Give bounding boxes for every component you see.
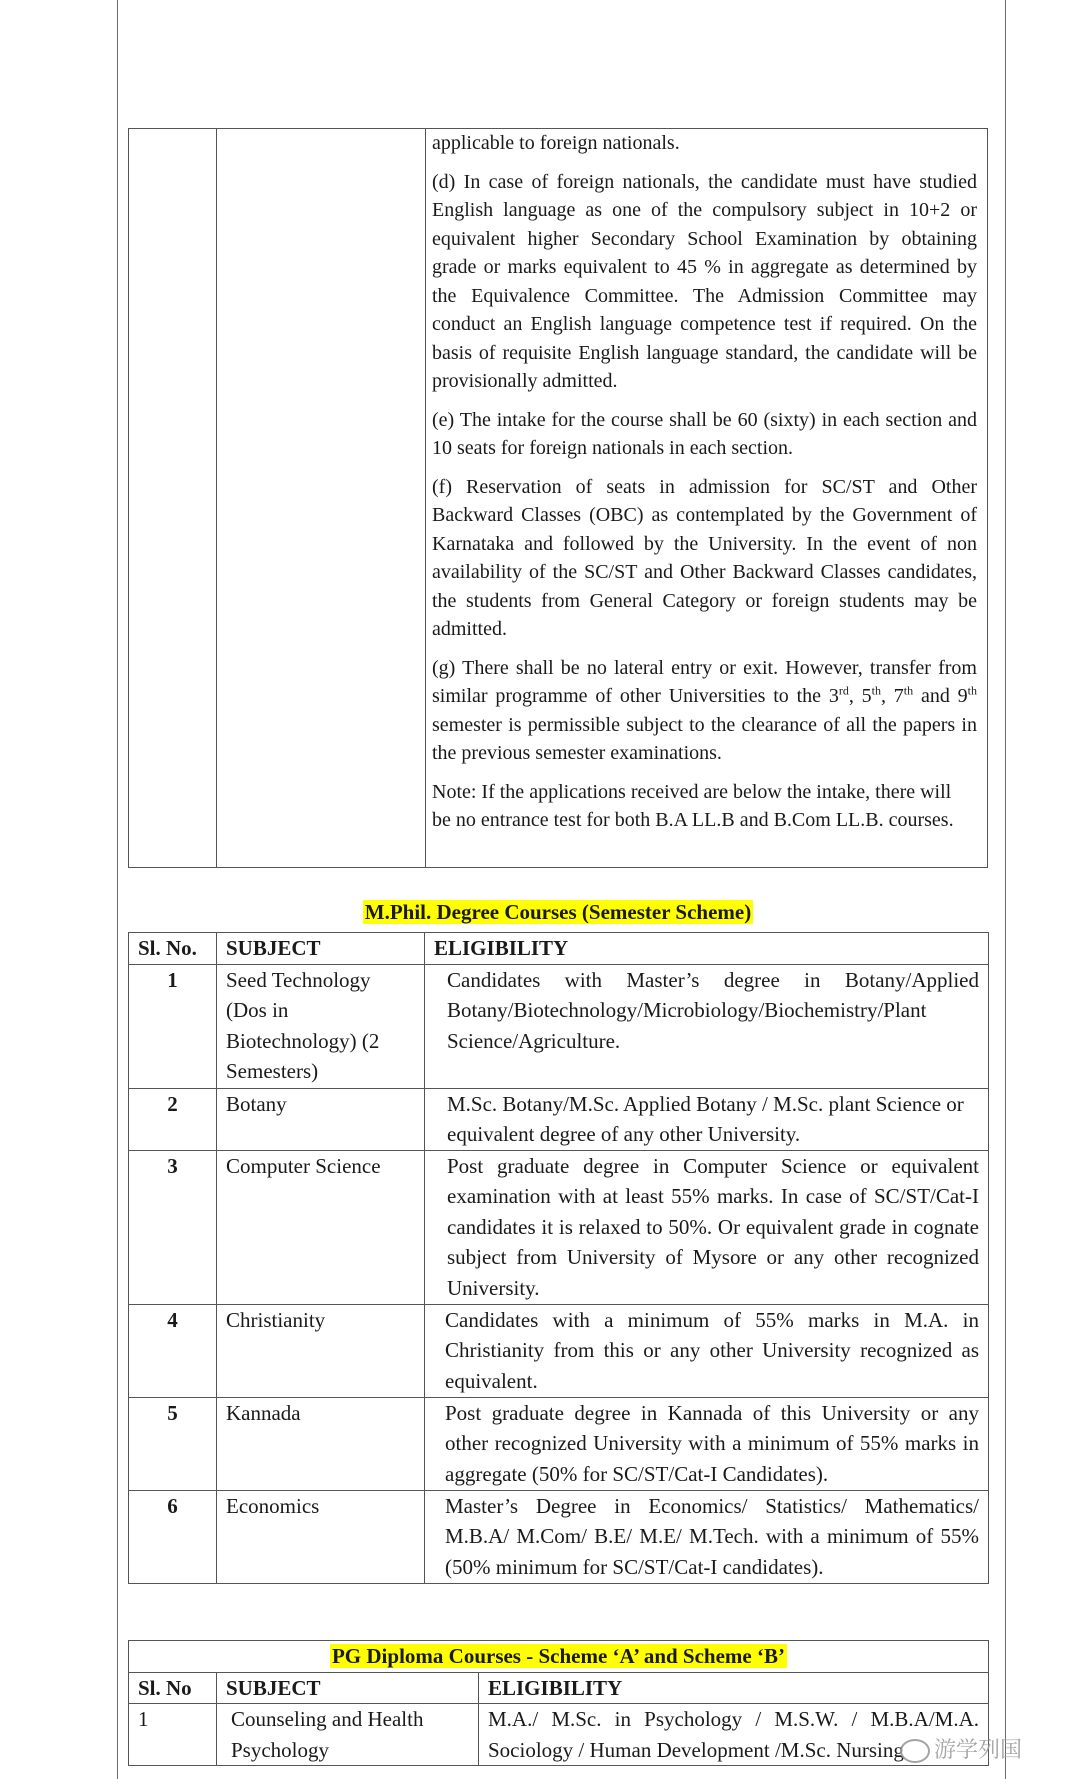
mphil-table [128, 932, 989, 1584]
sl-no-header: Sl. No [129, 1672, 217, 1704]
sl-no: 2 [129, 1088, 217, 1150]
eligibility: Post graduate degree in Computer Science or equivalent examination with at least 55% marks. In case of SC/ST/Cat-I candidates it is relaxed to 50%. Or equivalent grade in cognate subject from University of Mysore or any other recognized University. [425, 1150, 989, 1304]
mphil-heading: M.Phil. Degree Courses (Semester Scheme) [364, 900, 752, 924]
paragraph-foreign: applicable to foreign nationals. [432, 132, 680, 154]
continued-eligibility-text [432, 129, 977, 845]
wechat-icon [900, 1739, 930, 1763]
subject: Kannada [217, 1397, 425, 1490]
eligibility: Candidates with Master’s degree in Botany/Applied Botany/Biotechnology/Microbiology/Biochemistry/Plant Science/Agriculture. [425, 964, 989, 1088]
subject: Economics [217, 1490, 425, 1583]
sl-no: 1 [129, 1704, 217, 1766]
subject: Seed Technology (Dos in Biotechnology) (2 Semesters) [217, 964, 425, 1088]
eligibility-header: ELIGIBILITY [479, 1672, 989, 1704]
continued-table [128, 128, 988, 868]
sl-no: 3 [129, 1150, 217, 1304]
pg-diploma-heading: PG Diploma Courses - Scheme ‘A’ and Scheme ‘B’ [129, 1641, 989, 1673]
subject: Christianity [217, 1304, 425, 1397]
sl-no: 5 [129, 1397, 217, 1490]
paragraph-e: (e) The intake for the course shall be 60 (sixty) in each section and 10 seats for foreign nationals in each section. [432, 408, 977, 459]
eligibility-header: ELIGIBILITY [425, 933, 989, 965]
sl-no: 4 [129, 1304, 217, 1397]
subject-header: SUBJECT [217, 933, 425, 965]
column-divider [216, 129, 217, 867]
paragraph-f: (f) Reservation of seats in admission for SC/ST and Other Backward Classes (OBC) as contemplated by the Government of Karnataka and followed by the University. In the event of non availability of the SC/ST and Other Backward Classes candidates, the students from General Category or foreign students may be admitted. [432, 475, 977, 640]
table-header-row [129, 1672, 989, 1704]
table-row [129, 964, 989, 1088]
table-header-row [129, 933, 989, 965]
subject-header: SUBJECT [217, 1672, 479, 1704]
table-row [129, 1088, 989, 1150]
subject: Counseling and Health Psychology [217, 1704, 479, 1766]
sl-no-header: Sl. No. [129, 933, 217, 965]
watermark: 游学列国 [900, 1733, 1022, 1764]
table-row [129, 1704, 989, 1766]
pg-diploma-heading-row [129, 1641, 989, 1673]
eligibility: Post graduate degree in Kannada of this University or any other recognized University with a minimum of 55% marks in aggregate (50% for SC/ST/Cat-I Candidates). [425, 1397, 989, 1490]
eligibility: Master’s Degree in Economics/ Statistics/ Mathematics/ M.B.A/ M.Com/ B.E/ M.E/ M.Tech. with a minimum of 55%(50% minimum for SC/ST/Cat-I candidates). [425, 1490, 989, 1583]
sl-no: 1 [129, 964, 217, 1088]
eligibility: M.A./ M.Sc. in Psychology / M.S.W. / M.B.A/M.A. Sociology / Human Development /M.Sc. Nursing [479, 1704, 989, 1766]
table-row [129, 1490, 989, 1583]
subject: Computer Science [217, 1150, 425, 1304]
column-divider [425, 129, 426, 867]
eligibility: Candidates with a minimum of 55% marks in M.A. in Christianity from this or any other University recognized as equivalent. [425, 1304, 989, 1397]
table-row [129, 1397, 989, 1490]
subject: Botany [217, 1088, 425, 1150]
sl-no: 6 [129, 1490, 217, 1583]
pg-diploma-table [128, 1640, 989, 1766]
paragraph-g: (g) There shall be no lateral entry or exit. However, transfer from similar programme of other Universities to the 3rd, 5th, 7th and 9th semester is permissible subject to the clearance of all the papers in the previous semester examinations. [432, 656, 977, 764]
eligibility: M.Sc. Botany/M.Sc. Applied Botany / M.Sc. plant Science or equivalent degree of any other University. [425, 1088, 989, 1150]
table-row [129, 1150, 989, 1304]
paragraph-d: (d) In case of foreign nationals, the candidate must have studied English language as one of the compulsory subject in 10+2 or equivalent higher Secondary School Examination by obtaining grade or marks equivalent to 45 % in aggregate as determined by the Equivalence Committee. The Admission Committee may conduct an English language competence test if required. On the basis of requisite English language standard, the candidate will be provisionally admitted. [432, 170, 977, 392]
note: Note: If the applications received are below the intake, there will be no entrance test for both B.A LL.B and B.Com LL.B. courses. [432, 780, 954, 831]
table-row [129, 1304, 989, 1397]
